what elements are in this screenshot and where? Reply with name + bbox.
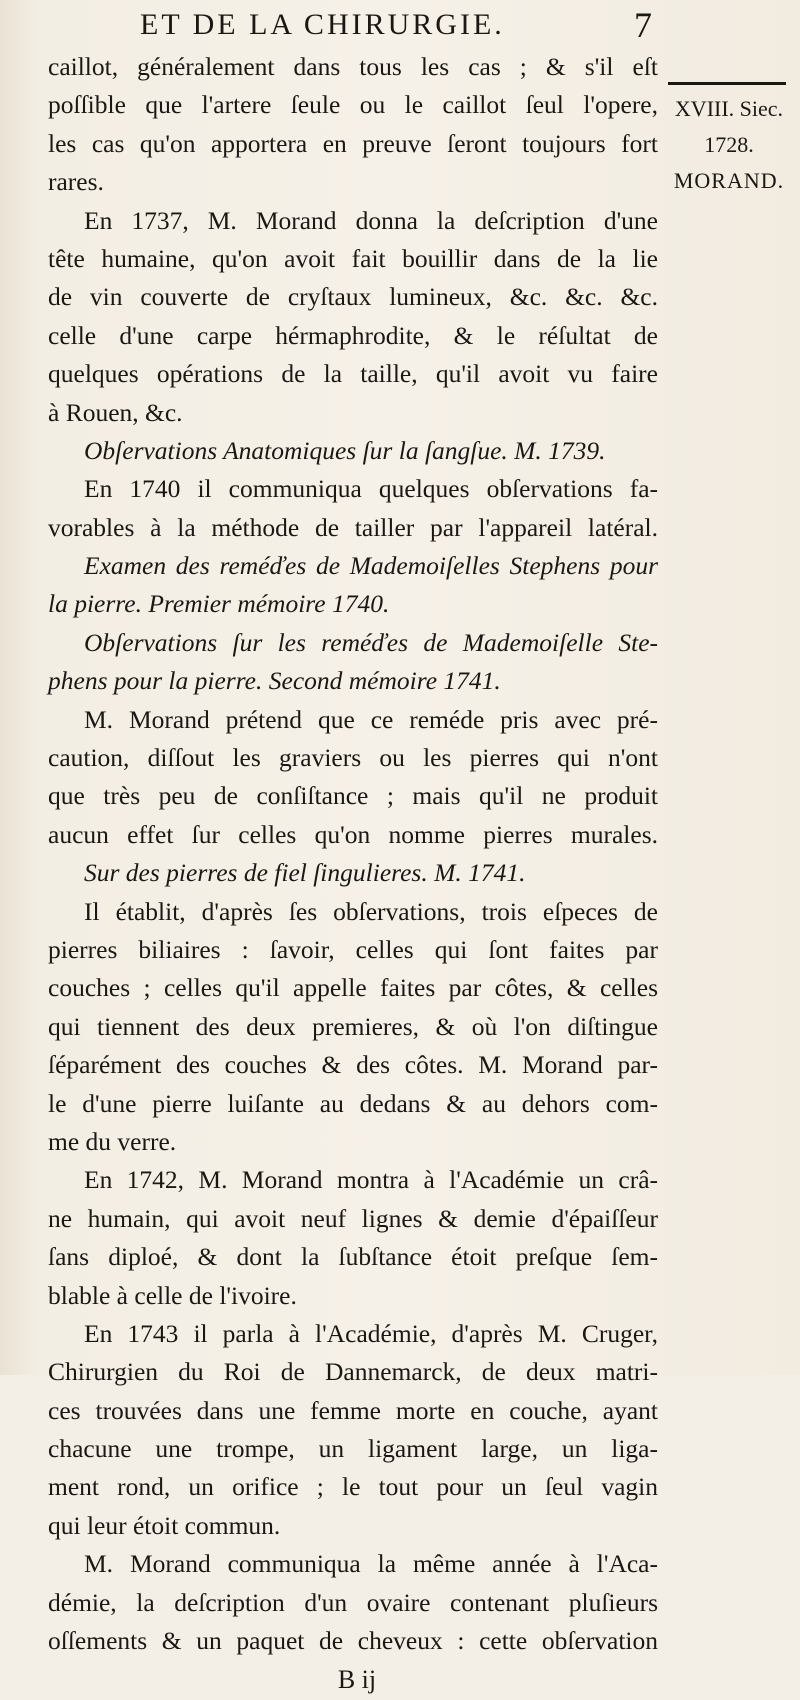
running-title: ET DE LA CHIRURGIE. — [140, 8, 505, 41]
text-line: M. Morand communiqua la même année à l'Aca- — [84, 1549, 658, 1579]
text-line: Sur des pierres de fiel ſingulieres. M. 1741. — [84, 858, 526, 888]
text-line: ces trouvées dans une femme morte en couche, ayant — [48, 1395, 658, 1425]
signature-mark: B ij — [337, 1665, 377, 1695]
text-line: caillot, généralement dans tous les cas ; & s'il eſt — [48, 52, 658, 81]
margin-author: MORAND. — [673, 168, 785, 193]
text-line: oſſements & un paquet de cheveux : cette obſervation — [48, 1626, 658, 1656]
text-line: celle d'une carpe hérmaphrodite, & le réſultat de — [48, 320, 658, 350]
text-line: caution, diſſout les graviers ou les pierres qui n'ont — [48, 743, 658, 773]
text-line: de vin couverte de cryſtaux lumineux, &c. &c. &c. — [48, 282, 658, 312]
margin-year: 1728. — [704, 132, 754, 157]
text-line: qui leur étoit commun. — [48, 1510, 281, 1540]
text-line: démie, la deſcription d'un ovaire contenant pluſieurs — [48, 1587, 658, 1617]
text-line: me du verre. — [48, 1126, 177, 1156]
text-line: Chirurgien du Roi de Dannemarck, de deux matri- — [48, 1357, 658, 1387]
text-line: blable à celle de l'ivoire. — [48, 1280, 297, 1310]
text-line: aucun effet ſur celles qu'on nomme pierres murales. — [48, 819, 658, 849]
margin-rule — [668, 82, 786, 85]
text-line: que très peu de conſiſtance ; mais qu'il ne produit — [48, 781, 658, 811]
text-line: M. Morand prétend que ce reméde pris avec pré- — [84, 704, 658, 734]
margin-note — [668, 82, 790, 199]
text-line: En 1742, M. Morand montra à l'Académie un crâ- — [84, 1165, 658, 1195]
margin-century: XVIII. Siec. — [674, 96, 784, 121]
text-line: Obſervations Anatomiques ſur la ſangſue. M. 1739. — [84, 435, 606, 465]
text-line: ſéparément des couches & des côtes. M. Morand par- — [48, 1050, 658, 1080]
text-line: rares. — [48, 167, 104, 197]
text-line: ment rond, un orifice ; le tout pour un ſeul vagin — [48, 1472, 658, 1502]
text-line: couches ; celles qu'il appelle faites par côtes, & celles — [48, 973, 658, 1003]
text-line: ſans diploé, & dont la ſubſtance étoit preſque ſem- — [48, 1242, 658, 1272]
text-line: la pierre. Premier mémoire 1740. — [48, 589, 390, 619]
text-line: à Rouen, &c. — [48, 397, 183, 427]
text-line: pierres biliaires : ſavoir, celles qui ſont faites par — [48, 934, 658, 964]
page-header — [48, 5, 660, 48]
text-line: En 1740 il communiqua quelques obſervations fa- — [84, 474, 658, 504]
text-line: ne humain, qui avoit neuf lignes & demie d'épaiſſeur — [48, 1203, 658, 1233]
text-line: tête humaine, qu'on avoit fait bouillir dans de la lie — [48, 243, 658, 273]
body-text — [48, 48, 658, 1700]
text-line: le d'une pierre luiſante au dedans & au dehors com- — [48, 1088, 658, 1118]
text-line: vorables à la méthode de tailler par l'appareil latéral. — [48, 512, 658, 542]
text-line: En 1743 il parla à l'Académie, d'après M. Cruger, — [84, 1318, 658, 1348]
text-line: qui tiennent des deux premieres, & où l'on diſtingue — [48, 1011, 658, 1041]
text-line: Il établit, d'après ſes obſervations, trois eſpeces de — [84, 896, 658, 926]
text-line: Obſervations ſur les reméďes de Mademoiſelle Ste- — [84, 627, 658, 657]
text-line: En 1737, M. Morand donna la deſcription d'une — [84, 205, 658, 235]
page-number: 7 — [634, 5, 652, 45]
text-line: poſſible que l'artere ſeule ou le caillot ſeul l'opere, — [48, 90, 658, 120]
text-line: chacune une trompe, un ligament large, un liga- — [48, 1434, 658, 1464]
text-line: les cas qu'on apportera en preuve ſeront toujours fort — [48, 128, 658, 158]
text-line: phens pour la pierre. Second mémoire 1741. — [48, 666, 501, 696]
text-line: quelques opérations de la taille, qu'il avoit vu faire — [48, 359, 658, 389]
text-line: Examen des reméďes de Mademoiſelles Stephens pour — [84, 551, 658, 581]
